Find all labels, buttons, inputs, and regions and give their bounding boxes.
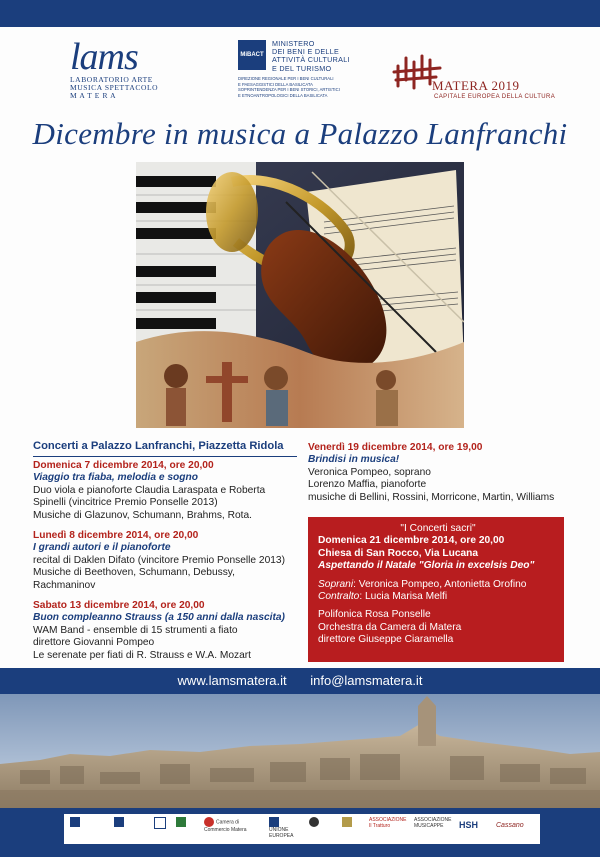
sacred-concerts-box	[308, 517, 564, 662]
sponsor-region-logo-icon	[154, 817, 168, 829]
event-2	[33, 530, 308, 592]
mibac-logo: MiBACT	[238, 40, 266, 70]
sacri-soprani	[318, 579, 558, 591]
ministry-line-4: E DEL TURISMO	[272, 63, 332, 73]
matera-panorama-image	[0, 694, 600, 808]
event-4-line-2: Lorenzo Maffia, pianoforte	[308, 479, 427, 491]
sacri-soprani-names: : Veronica Pompeo, Antonietta Orofino	[353, 578, 527, 590]
sponsor-city-logo-icon	[176, 817, 188, 827]
event-3	[33, 600, 308, 662]
ministry-line-1: MINISTERO	[272, 39, 315, 48]
sacri-heading: "I Concerti sacri"	[400, 523, 476, 534]
sacri-contralto	[318, 591, 558, 603]
ministry-line-2: DEI BENI E DELLE	[272, 47, 340, 57]
sacri-line-1: Polifonica Rosa Ponselle	[318, 609, 431, 621]
sacri-contralto-label: Contralto	[318, 591, 360, 603]
sacri-title: Aspettando il Natale "Gloria in excelsis Deo"	[318, 560, 535, 572]
sponsor-hsh: HSH	[459, 820, 479, 830]
event-2-line-3: Rachmaninov	[33, 579, 96, 591]
event-3-date: Sabato 13 dicembre 2014, ore 20,00	[33, 600, 205, 611]
sacri-date: Domenica 21 dicembre 2014, ore 20,00	[318, 535, 505, 547]
ministry-sub-2: E PAESAGGISTICI DELLA BASILICATA	[238, 81, 313, 87]
ministry-directorate	[238, 76, 358, 98]
event-2-line-2: Musiche di Beethoven, Schumann, Debussy,	[33, 567, 235, 579]
event-1-line-2: Spinelli (vincitrice Premio Ponselle 2013)	[33, 497, 218, 509]
website-link[interactable]: www.lamsmatera.it	[177, 673, 287, 688]
lams-sub-3: M A T E R A	[70, 91, 117, 100]
section-divider	[33, 456, 297, 457]
sponsor-musicappe: ASSOCIAZIONE MUSICAPPE	[414, 817, 452, 829]
ministry-title	[272, 40, 352, 73]
ministry-sub-4: E ETNOANTROPOLOGICI DELLA BASILICATA	[238, 92, 328, 98]
ministry-sub-3: SOPRINTENDENZA PER I BENI STORICI, ARTISTICI	[238, 87, 340, 92]
bell-tower-icon	[418, 696, 436, 746]
page-title: Dicembre in musica a Palazzo Lanfranchi	[32, 116, 568, 151]
event-3-line-1: WAM Band - ensemble di 15 strumenti a fiato	[33, 624, 238, 636]
event-2-title: I grandi autori e il pianoforte	[33, 542, 171, 554]
contact-bar	[0, 668, 600, 694]
matera-2019-title: MATERA 2019	[432, 78, 520, 93]
sacri-contralto-name: : Lucia Marisa Melfi	[359, 591, 448, 603]
sacri-line-3: direttore Giuseppe Ciaramella	[318, 634, 454, 646]
event-2-date: Lunedì 8 dicembre 2014, ore 20,00	[33, 530, 199, 541]
sponsor-lams-logo-icon	[70, 817, 82, 827]
top-bar	[0, 0, 600, 27]
event-4-title: Brindisi in musica!	[308, 454, 400, 466]
sponsor-figure-logo-icon	[309, 817, 321, 827]
sponsor-chamber	[204, 817, 254, 833]
email-link[interactable]: info@lamsmatera.it	[310, 673, 423, 688]
sponsor-ministry-logo-icon	[114, 817, 126, 827]
event-1-line-3: Musiche di Glazunov, Schumann, Brahms, Rota.	[33, 509, 252, 521]
sacri-soprani-label: Soprani	[318, 578, 354, 590]
section-title: Concerti a Palazzo Lanfranchi, Piazzetta Ridola	[33, 440, 284, 452]
event-4-line-1: Veronica Pompeo, soprano	[308, 466, 431, 478]
matera-2019-subtitle: CAPITALE EUROPEA DELLA CULTURA	[434, 94, 556, 100]
lams-sub-1: LABORATORIO ARTE	[70, 75, 153, 84]
event-4-date: Venerdì 19 dicembre 2014, ore 19,00	[308, 442, 483, 453]
event-1-date: Domenica 7 dicembre 2014, ore 20,00	[33, 460, 214, 471]
sponsor-logos	[64, 814, 540, 844]
event-1-line-1: Duo viola e pianoforte Claudia Laraspata e Roberta	[33, 484, 266, 496]
ministry-line-3: ATTIVITÀ CULTURALI	[272, 55, 350, 65]
lams-logo-word: lams	[70, 36, 138, 78]
sponsor-cassano: Cassano	[496, 822, 524, 829]
lams-logo	[70, 38, 170, 100]
event-3-line-3: Le serenate per fiati di R. Strauss e W.A. Mozart	[33, 649, 251, 661]
lams-sub-2: MUSICA SPETTACOLO	[70, 83, 159, 92]
event-3-line-2: direttore Giovanni Pompeo	[33, 637, 155, 649]
sponsor-eu	[269, 817, 299, 839]
event-4-line-3: musiche di Bellini, Rossini, Morricone, Martin, Williams	[308, 491, 555, 503]
ministry-sub-1: DIREZIONE REGIONALE PER I BENI CULTURALI	[238, 76, 334, 81]
event-3-title: Buon compleanno Strauss (a 150 anni dalla nascita)	[33, 612, 285, 624]
hero-image-music-instruments	[136, 162, 464, 428]
event-1-title: Viaggio tra fiaba, melodia e sogno	[33, 472, 198, 484]
event-4	[308, 442, 578, 504]
sacri-place: Chiesa di San Rocco, Via Lucana	[318, 547, 479, 559]
event-2-line-1: recital di Daklen Difato (vincitore Premio Ponselle 2013)	[33, 554, 285, 566]
sponsor-eu-label: UNIONE EUROPEA	[269, 827, 294, 839]
sponsor-tratturo: ASSOCIAZIONE Il Tratturo	[369, 817, 407, 829]
sponsor-crest-logo-icon	[342, 817, 354, 827]
event-1	[33, 460, 303, 522]
sponsor-chamber-label: Camera di Commercio Matera	[204, 819, 247, 833]
sacri-line-2: Orchestra da Camera di Matera	[318, 621, 462, 633]
